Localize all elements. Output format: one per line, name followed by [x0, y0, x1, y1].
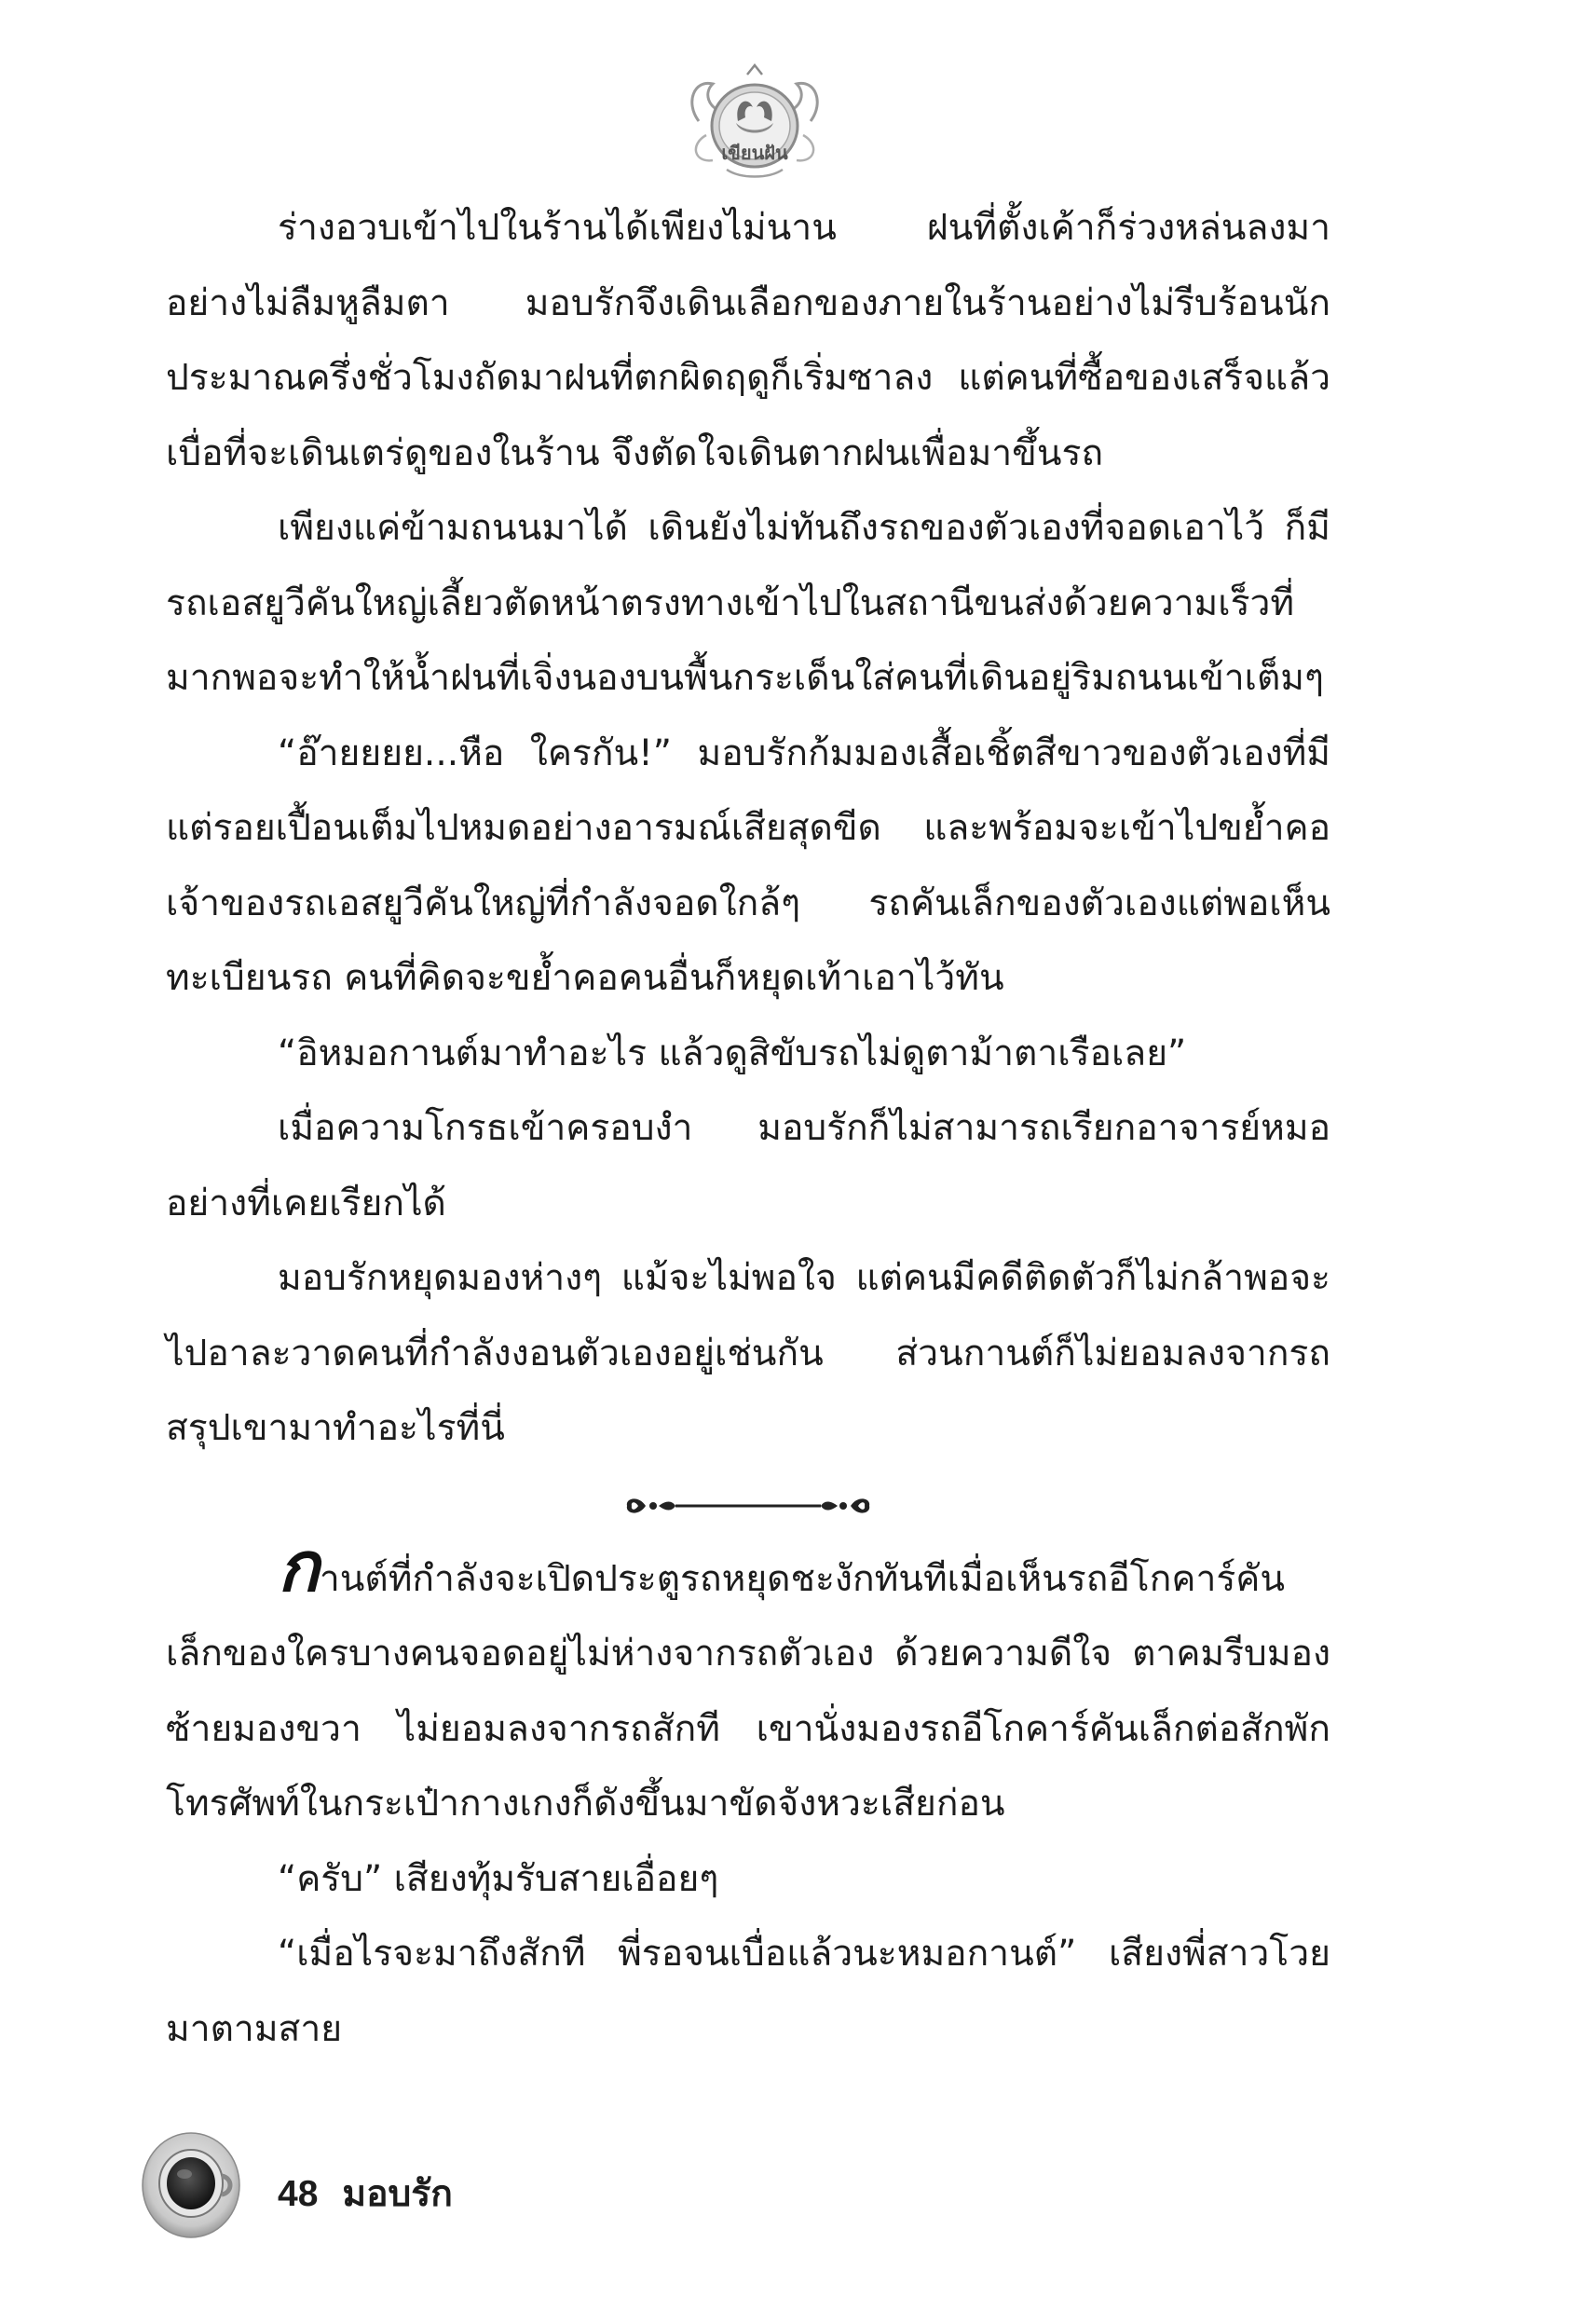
paragraph: “อ๊ายยยย...หือ ใครกัน!” มอบรักก้มมองเสื้อเชิ้ตสีขาวของตัวเองที่มีแต่รอยเปื้อนเต็มไปหมดอย่างอารมณ์เสียสุดขีด และพร้อมจะเข้าไปขย้ำคอเจ้าของรถเอสยูวีคันใหญ่ที่กำลังจอดใกล้ๆ รถคันเล็กของตัวเองแต่พอเห็นทะเบียนรถ คนที่คิดจะขย้ำคอคนอื่นก็หยุดเท้าเอาไว้ทัน	[166, 732, 1330, 999]
drop-cap-paragraph-text: านต์ที่กำลังจะเปิดประตูรถหยุดชะงักทันทีเมื่อเห็นรถอีโกคาร์คันเล็กของใครบางคนจอดอยู่ไม่ห่างจากรถตัวเอง ด้วยความดีใจ ตาคมรีบมองซ้ายมองขวา ไม่ยอมลงจากรถสักที เขานั่งมองรถอีโกคาร์คันเล็กต่อสักพัก โทรศัพท์ในกระเป๋ากางเกงก็ดังขึ้นมาขัดจังหวะเสียก่อน	[166, 1557, 1330, 1825]
logo-text: เขียนฝัน	[721, 142, 788, 164]
paragraph: “เมื่อไรจะมาถึงสักที พี่รอจนเบื่อแล้วนะหมอกานต์” เสียงพี่สาวโวยมาตามสาย	[166, 1933, 1330, 2050]
footer-label	[278, 2165, 477, 2222]
paragraph: เพียงแค่ข้ามถนนมาได้ เดินยังไม่ทันถึงรถของตัวเองที่จอดเอาไว้ ก็มีรถเอสยูวีคันใหญ่เลี้ยวตัดหน้าตรงทางเข้าไปในสถานีขนส่งด้วยความเร็วที่มากพอจะทำให้น้ำฝนที่เจิ่งนองบนพื้นกระเด็นใส่คนที่เดินอยู่ริมถนนเข้าเต็มๆ	[166, 507, 1330, 699]
paragraph: “ครับ” เสียงทุ้มรับสายเอื่อยๆ	[278, 1857, 719, 1900]
paragraph-drop-cap	[166, 1526, 1330, 1842]
section-divider-ornament-icon	[618, 1478, 879, 1534]
coffee-cup-icon	[140, 2129, 242, 2241]
header-logo	[680, 56, 829, 186]
page-number: 48	[278, 2174, 319, 2214]
drop-cap-letter: ก	[278, 1526, 320, 1607]
page-body	[166, 191, 1330, 2067]
paragraph: “อิหมอกานต์มาทำอะไร แล้วดูสิขับรถไม่ดูตาม้าตาเรือเลย”	[278, 1032, 1187, 1074]
paragraph: เมื่อความโกรธเข้าครอบงำ มอบรักก็ไม่สามารถเรียกอาจารย์หมออย่างที่เคยเรียกได้	[166, 1107, 1330, 1224]
book-title: มอบรัก	[342, 2174, 453, 2214]
paragraph: ร่างอวบเข้าไปในร้านได้เพียงไม่นาน ฝนที่ตั้งเค้าก็ร่วงหล่นลงมาอย่างไม่ลืมหูลืมตา มอบรักจึงเดินเลือกของภายในร้านอย่างไม่รีบร้อนนัก ประมาณครึ่งชั่วโมงถัดมาฝนที่ตกผิดฤดูก็เริ่มซาลง แต่คนที่ซื้อของเสร็จแล้วเบื่อที่จะเดินเตร่ดูของในร้าน จึงตัดใจเดินตากฝนเพื่อมาขึ้นรถ	[166, 207, 1330, 474]
page-footer	[140, 2129, 699, 2241]
paragraph: มอบรักหยุดมองห่างๆ แม้จะไม่พอใจ แต่คนมีคดีติดตัวก็ไม่กล้าพอจะไปอาละวาดคนที่กำลังงอนตัวเองอยู่เช่นกัน ส่วนกานต์ก็ไม่ยอมลงจากรถ สรุปเขามาทำอะไรที่นี่	[166, 1257, 1330, 1449]
